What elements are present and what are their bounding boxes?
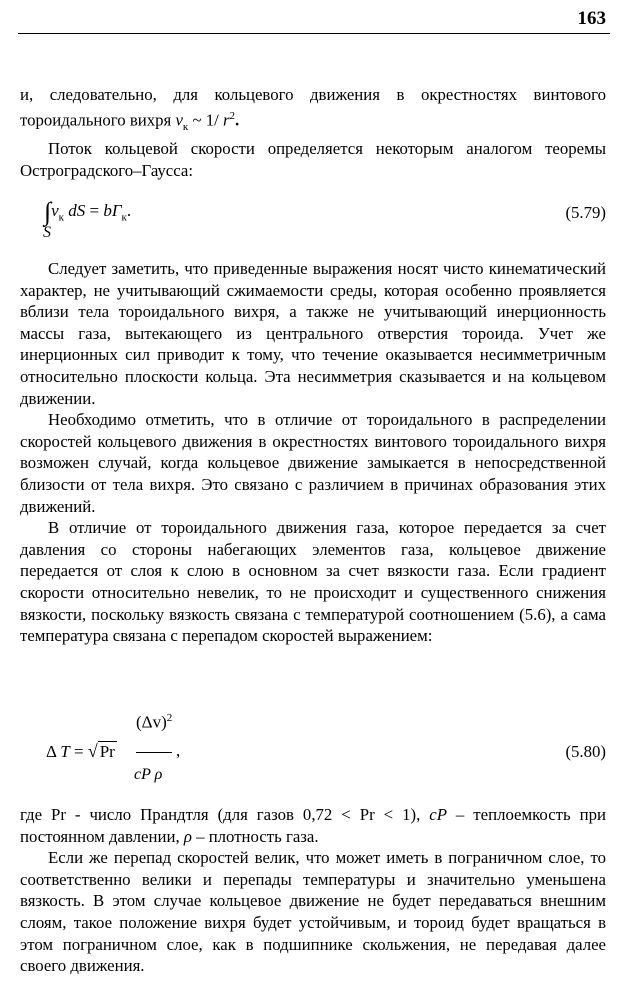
para1-end: . — [235, 110, 240, 130]
fraction-bar — [136, 752, 172, 753]
integral-sign: ∫ — [44, 197, 52, 226]
paragraph-6 — [20, 804, 606, 847]
eq79-v: v — [51, 201, 59, 220]
eq-number-5-79: (5.79) — [565, 203, 606, 222]
para6-cp: cP — [429, 805, 447, 824]
eq79-k-sub2: к — [121, 211, 127, 224]
para1-text: и, следовательно, для кольцевого движения в окрестностях винтового тороидального вихря — [20, 85, 606, 130]
paragraph-1 — [20, 84, 606, 138]
para6-text-c: – плотность газа. — [191, 826, 319, 846]
para1-rel: ~ 1/ — [188, 110, 223, 130]
para6-rho: ρ — [183, 826, 192, 846]
eq79-gamma: Γ — [111, 201, 122, 220]
eq80-numerator — [136, 712, 172, 733]
paragraph-5: В отличие от тороидального движения газа, которое передается за счет давления со стороны набегающих элементов газа, кольцевое движение передается от слоя к слою в основном за счет вязкости газа. Если градиент скорости относительно невелик, то не происходит и существенного снижения вязкости, поскольку вязкость связана с температурой соотношением (5.6), а сама температура связана с перепадом скоростей выражением: — [20, 518, 606, 646]
paragraph-7: Если же перепад скоростей велик, что может иметь в пограничном слое, то соответственно велики и перепады температуры и значительно уменьшена вязкость. В этом случае кольцевое движение не будет передаваться внешним слоям, такое положение вихря будет устойчивым, и тороид будет вращаться в этом пограничном слое, как в подшипнике скольжения, не передавая далее своего движения. — [20, 848, 606, 976]
equation-5-79 — [44, 193, 132, 226]
eq80-delta: Δ — [46, 742, 56, 761]
eq80-denominator: cP ρ — [134, 766, 163, 783]
eq79-equals: = — [85, 201, 104, 220]
para1-r: r — [222, 110, 230, 130]
eq80-lhs — [46, 741, 117, 762]
eq79-ds: dS — [64, 201, 86, 220]
text-block-middle — [20, 258, 606, 647]
para1-exp: 2 — [229, 109, 236, 122]
paragraph-2: Поток кольцевой скорости определяется некоторым аналогом теоремы Остроградского–Гаусса: — [20, 139, 606, 180]
eq80-num-exp: 2 — [166, 712, 173, 724]
para6-text-a: где Pr - число Прандтля (для газов 0,72 < Pr < 1), — [20, 805, 430, 824]
integral-lower-limit: S — [43, 224, 51, 241]
eq80-num: (Δv) — [136, 712, 167, 732]
eq80-comma: , — [176, 741, 181, 760]
page-number: 163 — [577, 8, 606, 29]
text-block-top — [20, 84, 606, 181]
eq79-b: b — [103, 201, 112, 220]
eq80-t: T — [60, 742, 70, 761]
para1-k: к — [182, 120, 189, 133]
header-rule — [18, 33, 610, 34]
eq80-equals: = — [69, 742, 88, 761]
eq79-k-sub: к — [58, 211, 65, 224]
eq-number-5-80: (5.80) — [565, 742, 606, 761]
eq79-dot: . — [126, 201, 132, 220]
sqrt-sign: √ — [87, 741, 98, 761]
para1-v: v — [175, 110, 183, 130]
paragraph-4: Необходимо отметить, что в отличие от тороидального в распределении скоростей кольцевого движения в окрестностях винтового тороидального вихря возможен случай, когда кольцевое движение замыкается в непосредственной близости от тела вихря. Это связано с различием в причинах образования этих движений. — [20, 410, 606, 516]
para6-text-b: – теплоемкость при постоянном давлении, — [20, 805, 606, 846]
text-block-bottom — [20, 804, 606, 977]
paragraph-3: Следует заметить, что приведенные выражения носят чисто кинематический характер, не учитывающий сжимаемости среды, которая особенно проявляется вблизи тела тороидального вихря, а также не учитывающий инерционность массы газа, вытекающего из центрального отверстия тороида. Учет же инерционных сил приводит к тому, что течение оказывается несимметричным относительно плоскости кольца. Эта несимметрия сказывается и на кольцевом движении. — [20, 259, 606, 408]
eq80-pr: Pr — [99, 742, 115, 761]
